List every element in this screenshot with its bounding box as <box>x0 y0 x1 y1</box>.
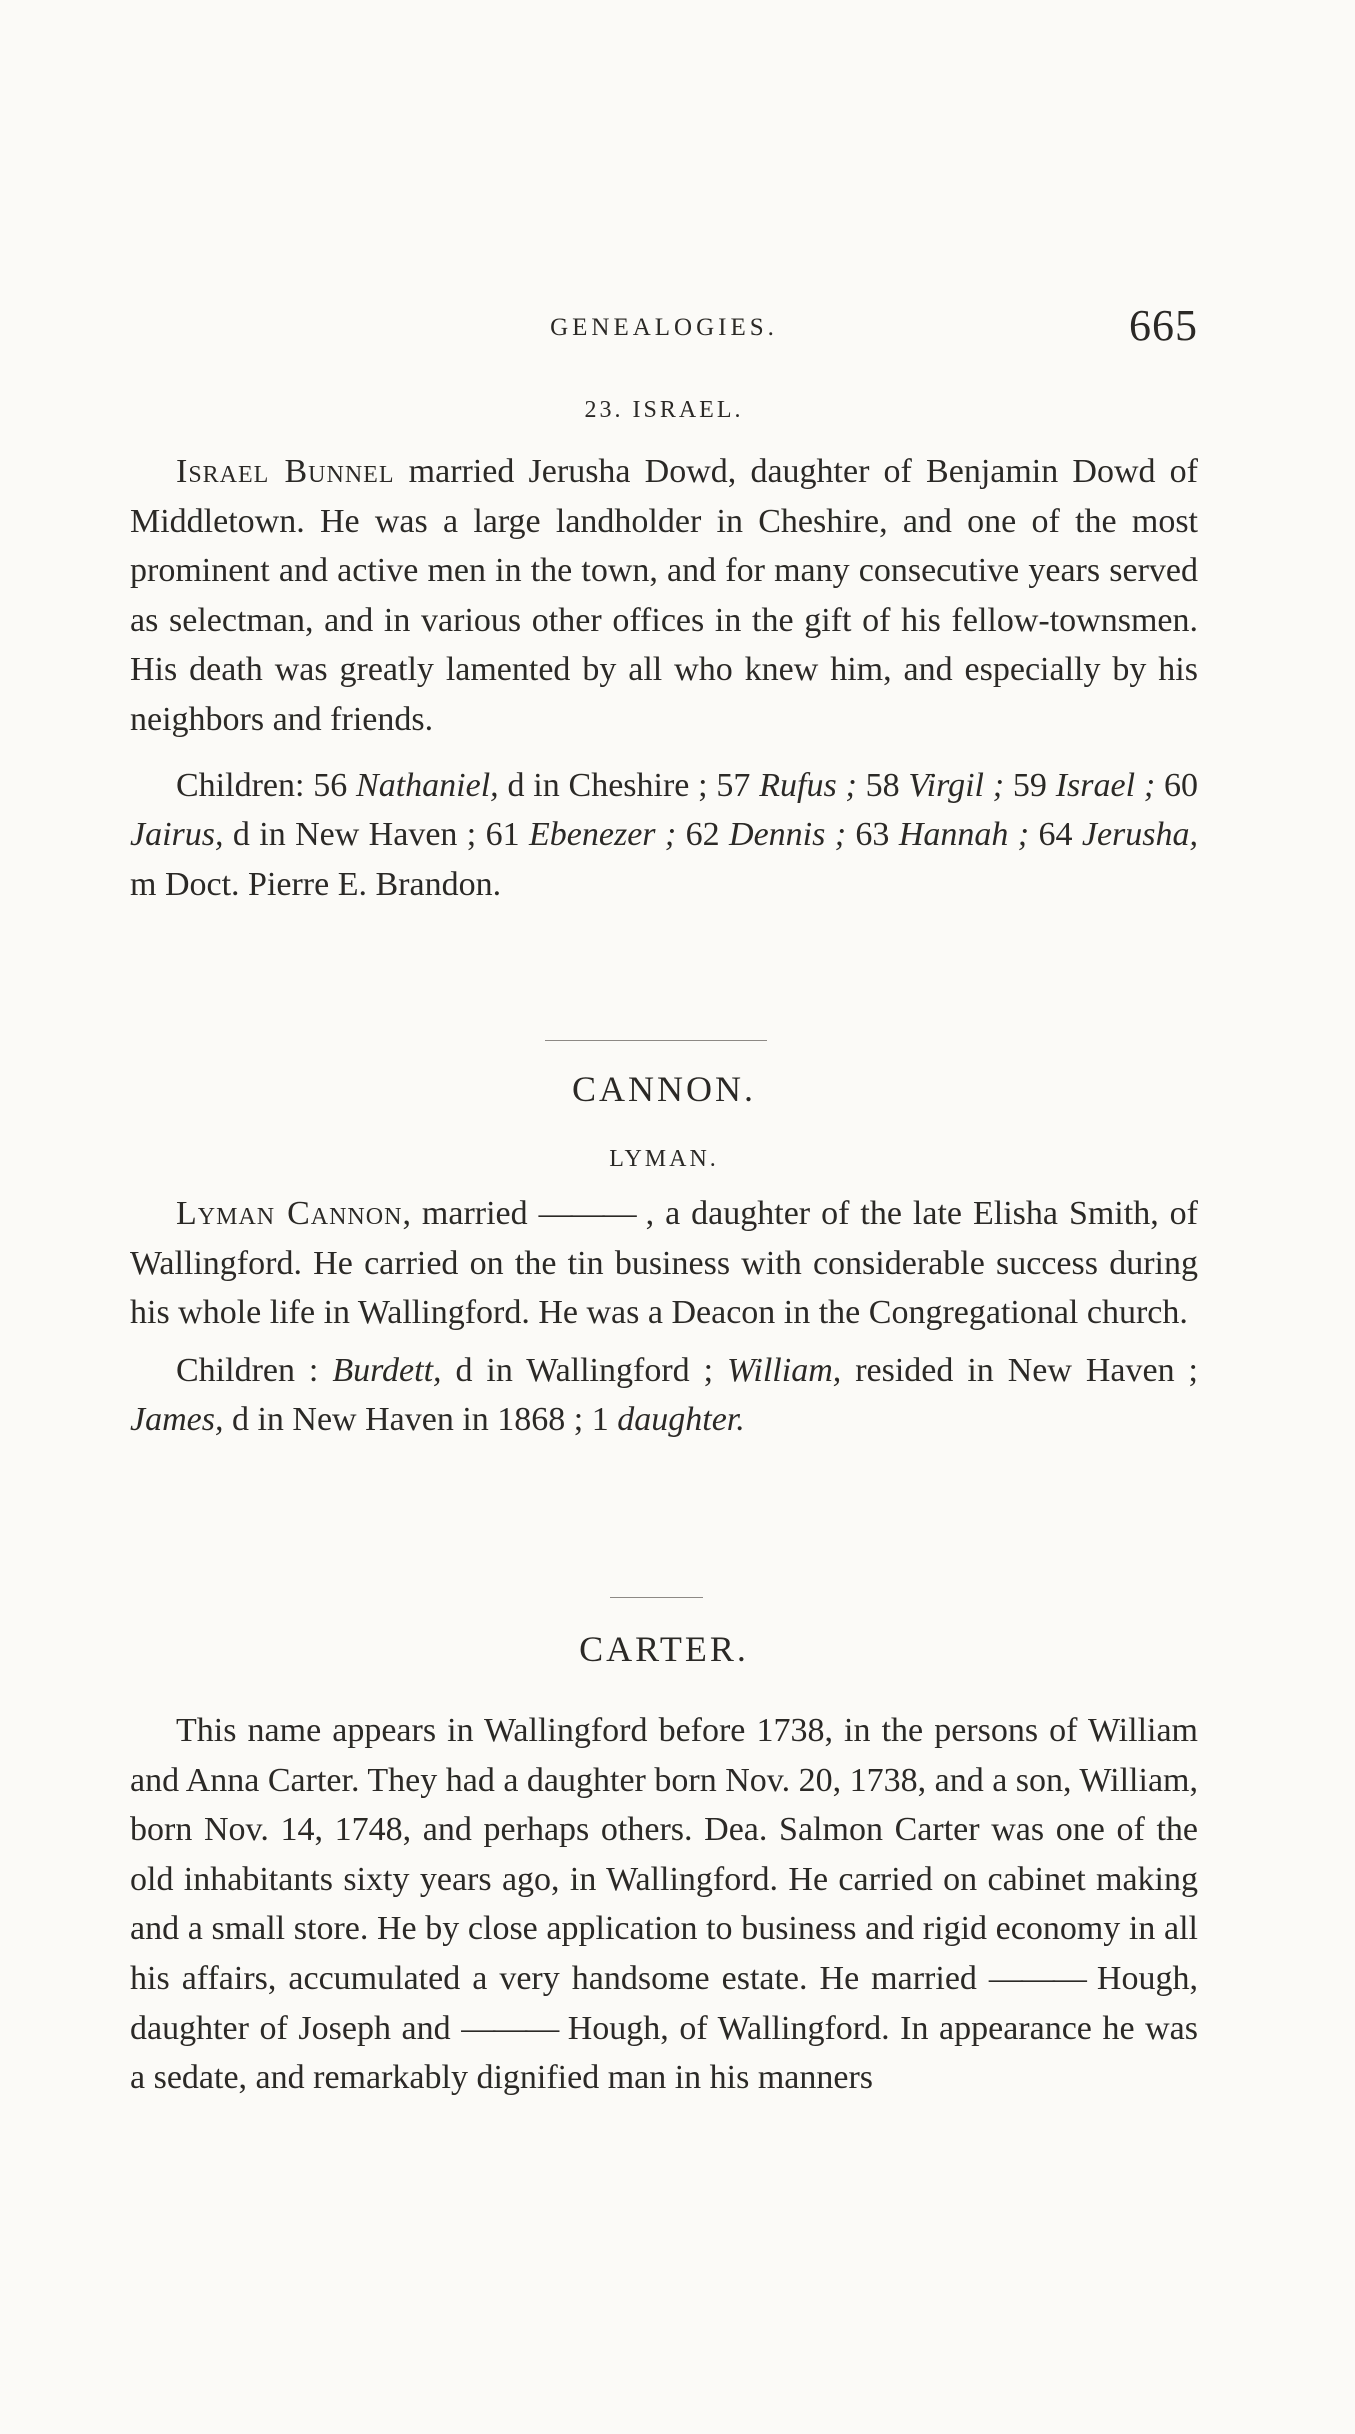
section-title-carter: CARTER. <box>579 1629 749 1669</box>
section-divider <box>610 1597 703 1598</box>
page-number: 665 <box>1129 301 1198 350</box>
blank-dash: ——— <box>461 2009 558 2047</box>
blank-dash: ——— <box>988 1959 1085 1997</box>
paragraph-carter: This name appears in Wallingford before 1738, in the persons of William and Anna Carter. They had a daughter born Nov. 20, 1738, and a son, William, born Nov. 14, 1748, and perhaps others. Dea. Salmon Carter was one of the old inhabitants sixty years ago, in Wallingford. He carried on cabinet making and a small store. He by close application to business and rigid economy in all his affairs, accumulated a very handsome estate. He married ——— Hough, daughter of Joseph and ——— Hough, of Wallingford. In appearance he was a sedate, and remarkably dignified man in his manners <box>130 1712 1198 2097</box>
running-head <box>130 300 1198 360</box>
section-carter <box>130 1628 1198 2103</box>
child-name: Burdett, <box>332 1351 442 1389</box>
running-head-title: GENEALOGIES. <box>550 314 778 341</box>
child-name: William, <box>726 1351 842 1389</box>
paragraph-lyman-cannon: Lyman Cannon, married ——— , a daughter of the late Elisha Smith, of Wallingford. He carried on the tin business with considerable success during his whole life in Wallingford. He was a Deacon in the Congregational church. <box>130 1195 1199 1332</box>
child-name: Hannah ; <box>898 816 1030 854</box>
entry-heading-lyman: LYMAN. <box>609 1146 719 1172</box>
child-name: Rufus ; <box>759 766 857 804</box>
children-list-bunnel: Children: 56 Nathaniel, d in Cheshire ; 57 Rufus ; 58 Virgil ; 59 Israel ; 60 Jairus, d in New Haven ; 61 Ebenezer ; 62 Dennis ; 63 Hannah ; 64 Jerusha, m Doct. Pierre E. Brandon. <box>130 766 1199 903</box>
entry-heading-israel: 23. ISRAEL. <box>584 397 744 423</box>
blank-dash: ——— <box>538 1195 635 1232</box>
child-name: daughter. <box>617 1401 745 1439</box>
lead-name: Lyman Cannon <box>176 1195 403 1232</box>
child-name: Nathaniel, <box>356 766 499 804</box>
child-name: Dennis ; <box>729 816 847 854</box>
child-name: Jairus, <box>130 816 224 854</box>
child-name: Ebenezer ; <box>529 816 677 854</box>
child-name: Israel ; <box>1055 766 1156 804</box>
section-bunnel <box>130 397 1198 909</box>
section-cannon <box>130 1068 1198 1445</box>
section-title-cannon: CANNON. <box>571 1069 756 1109</box>
child-name: Virgil ; <box>908 766 1005 804</box>
children-list-cannon: Children : Burdett, d in Wallingford ; William, resided in New Haven ; James, d in New Haven in 1868 ; 1 daughter. <box>130 1351 1198 1439</box>
paragraph-israel-bunnel: Israel Bunnel married Jerusha Dowd, daughter of Benjamin Dowd of Middletown. He was a large landholder in Cheshire, and one of the most prominent and active men in the town, and for many consecutive years served as selectman, and in various other offices in the gift of his fellow-townsmen. His death was greatly lamented by all who knew him, and especially by his neighbors and friends. <box>130 453 1198 738</box>
child-name: James, <box>130 1401 224 1439</box>
section-divider <box>545 1040 767 1041</box>
child-name: Jerusha, <box>1081 816 1199 854</box>
lead-name: Israel Bunnel <box>176 453 395 490</box>
